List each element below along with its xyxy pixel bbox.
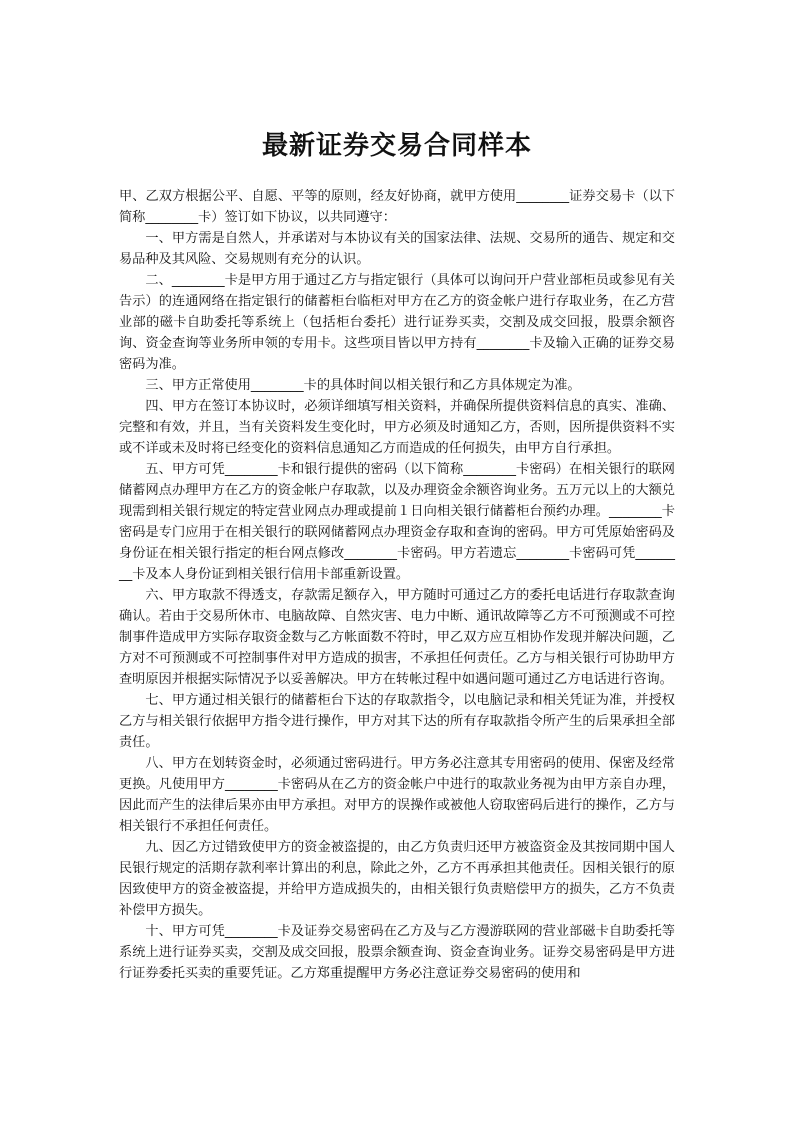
paragraph-5: 五、甲方可凭________卡和银行提供的密码（以下简称________卡密码）在相关银行的联网储蓄网点办理甲方在乙方的资金帐户存取款，以及办理资金余额咨询业务。五万元以上的大额兑现需到相关银行规定的特定营业网点办理或提前１日向相关银行储蓄柜台预约办理。________卡密码是专门应用于在相关银行的联网储蓄网点办理资金存取和查询的密码。甲方可凭原始密码及身份证在相关银行指定的柜台网点修改________卡密码。甲方若遗忘________卡密码可凭________卡及本人身份证到相关银行信用卡部重新设置。	[119, 462, 675, 582]
paragraph-7: 七、甲方通过相关银行的储蓄柜台下达的存取款指令，以电脑记录和相关凭证为准，并授权乙方与相关银行依据甲方指令进行操作，甲方对其下达的所有存取款指令所产生的后果承担全部责任。	[119, 693, 675, 750]
paragraph-1: 一、甲方需是自然人，并承诺对与本协议有关的国家法律、法规、交易所的通告、规定和交易品种及其风险、交易规则有充分的认识。	[119, 231, 675, 267]
paragraph-10: 十、甲方可凭________卡及证券交易密码在乙方及与乙方漫游联网的营业部磁卡自助委托等系统上进行证券买卖，交割及成交回报，股票余额查询、资金查询业务。证券交易密码是甲方进行证券委托买卖的重要凭证。乙方郑重提醒甲方务必注意证券交易密码的使用和	[119, 924, 675, 981]
paragraph-3: 三、甲方正常使用________卡的具体时间以相关银行和乙方具体规定为准。	[145, 378, 581, 393]
paragraph-6: 六、甲方取款不得透支，存款需足额存入，甲方随时可通过乙方的委托电话进行存取款查询确认。若由于交易所休市、电脑故障、自然灾害、电力中断、通讯故障等乙方不可预测或不可控制事件造成甲方实际存取资金数与乙方帐面数不符时，甲乙双方应互相协作发现并解决问题，乙方对不可预测或不可控制事件对甲方造成的损害，不承担任何责任。乙方与相关银行可协助甲方查明原因并根据实际情况予以妥善解决。甲方在转帐过程中如遇问题可通过乙方电话进行咨询。	[119, 588, 675, 687]
paragraph-intro: 甲、乙双方根据公平、自愿、平等的原则，经友好协商，就甲方使用________证券交易卡（以下简称________卡）签订如下协议，以共同遵守：	[119, 189, 675, 225]
document-page	[119, 0, 675, 984]
paragraph-9: 九、因乙方过错致使甲方的资金被盗提的，由乙方负责归还甲方被盗资金及其按同期中国人民银行规定的活期存款利率计算出的利息，除此之外，乙方不再承担其他责任。因相关银行的原因致使甲方的资金被盗提，并给甲方造成损失的，由相关银行负责赔偿甲方的损失，乙方不负责补偿甲方损失。	[119, 840, 675, 918]
paragraph-8: 八、甲方在划转资金时，必须通过密码进行。甲方务必注意其专用密码的使用、保密及经常更换。凡使用甲方________卡密码从在乙方的资金帐户中进行的取款业务视为由甲方亲自办理，因此而产生的法律后果亦由甲方承担。对甲方的误操作或被他人窃取密码后进行的操作，乙方与相关银行不承担任何责任。	[119, 756, 675, 834]
paragraph-2: 二、________卡是甲方用于通过乙方与指定银行（具体可以询问开户营业部柜员或参见有关告示）的连通网络在指定银行的储蓄柜台临柜对甲方在乙方的资金帐户进行存取业务，在乙方营业部的磁卡自助委托等系统上（包括柜台委托）进行证券买卖，交割及成交回报，股票余额咨询、资金查询等业务所申领的专用卡。这些项目皆以甲方持有________卡及输入正确的证券交易密码为准。	[119, 273, 675, 372]
document-body	[119, 186, 675, 984]
paragraph-4: 四、甲方在签订本协议时，必须详细填写相关资料，并确保所提供资料信息的真实、准确、完整和有效，并且，当有关资料发生变化时，甲方必须及时通知乙方，否则，因所提供资料不实或不详或未及时将已经变化的资料信息通知乙方而造成的任何损失，由甲方自行承担。	[119, 399, 675, 456]
document-title: 最新证券交易合同样本	[261, 131, 532, 161]
